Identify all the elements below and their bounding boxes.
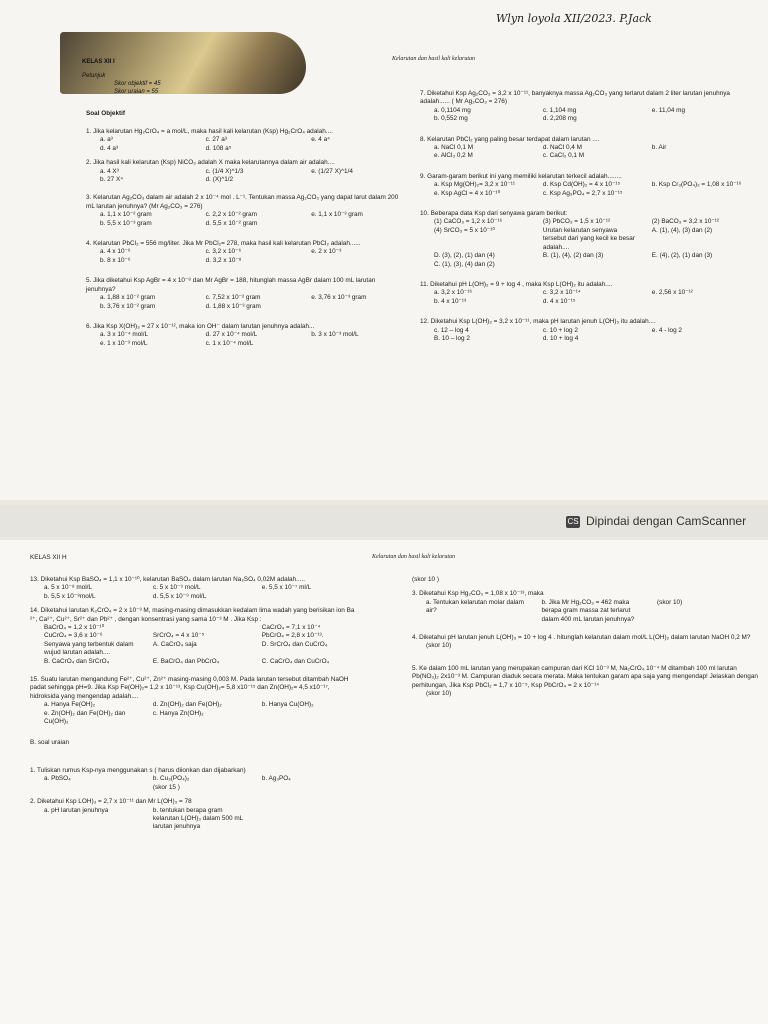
question-text: 5. Ke dalam 100 mL larutan yang merupakan campuran dari KCl 10⁻³ M, Na₂CrO₄ 10⁻⁴ M ditambah 100 ml larutan Pb(NO₃)₂ 2x10⁻³ M. Campuran diaduk secara merata. Maka tentukan garam apa saja yang mengendap! Jelaskan dengan perhitungan, Jika Ksp PbCl₂ = 1,7 x 10⁻⁵, Ksp PbCrO₄ = 2 x 10⁻¹⁴ [412, 664, 758, 689]
answer-option: c. 10 + log 2 [542, 326, 578, 334]
question-text: (skor 10 ) [412, 576, 439, 583]
answer-option: d. 2,208 mg [542, 115, 577, 123]
answer-option: A. CaCrO₄ saja [152, 640, 197, 648]
answer-option: c. Ksp Ag₃PO₄ = 2,7 x 10⁻¹⁵ [542, 189, 623, 197]
answer-option: b. 3,76 x 10⁻² gram [100, 302, 156, 310]
answer-option: a. 1,1 x 10⁻² gram [100, 211, 152, 219]
answer-option: d. Ksp Cd(OH)₂ = 4 x 10⁻¹⁵ [542, 181, 621, 189]
answer-options [30, 624, 360, 666]
question-text: 14. Diketahui larutan K₂CrO₄ = 2 x 10⁻³ M, masing-masing dimasukkan kedalam lima wadah yang berisikan ion Ba ²⁺, Ca²⁺, Cu²⁺, Sr²⁺ dan Pb²⁺ , dengan konsentrasi yang sama 10⁻³ M . Jika Ksp : [30, 607, 355, 623]
answer-option: (skor 10) [657, 598, 683, 606]
answer-option: b. 0,552 mg [434, 115, 468, 123]
answer-option: a. 3 x 10⁻⁴ mol/L [100, 331, 149, 339]
answer-option: e. (1/27 X)^1/4 [311, 167, 353, 175]
answer-options [30, 807, 360, 832]
answer-options [86, 136, 406, 153]
answer-option: c. 27 a³ [205, 136, 227, 144]
question-text: 10. Beberapa data Ksp dari senyawa garam berikut: [420, 210, 568, 218]
answer-option: d. (X)^1/2 [205, 176, 234, 184]
question-text: 15. Suatu larutan mengandung Fe²⁺, Cu²⁺, Zn²⁺ masing-masing 0,003 M. Pada larutan tersebut ditambah NaOH padat sehingga pH=9. Jika Ksp Fe(OH)₂= 1,2 x 10⁻¹³, Ksp Cu(OH)₂= 5,8 x10⁻¹⁵ dan Zn(OH)₂= 4,5 x10⁻¹⁷, hidroksida yang mengendap adalah.... [30, 676, 349, 700]
question-text: 4. Diketahui pH larutan jenuh L(OH)₃ = 10 + log 4 . hitunglah kelarutan dalam mol/L L(OH)₂ dalam larutan NaOH 0,2 M? [412, 634, 751, 642]
answer-option: (1) CaCO₃ = 1,2 x 10⁻¹⁶ [434, 218, 503, 226]
answer-option: a. 3,2 x 10⁻¹⁶ [434, 289, 472, 297]
question-text: 5. Jika diketahui Ksp AgBr = 4 x 10⁻⁸ dan Mr AgBr = 188, hitunglah massa AgBr dalam 100 mL larutan jenuhnya? [86, 277, 376, 293]
skor-objektif: Skor objektif = 45 [114, 81, 161, 87]
answer-option [139, 624, 248, 632]
answer-option: e. 4 - log 2 [651, 326, 682, 334]
answer-options [30, 701, 360, 726]
answer-option: c. 12 – log 4 [434, 326, 469, 334]
question-text: 9. Garam-garam berikut ini yang memiliki kelarutan terkecil adalah........ [420, 172, 622, 180]
answer-option: c. CaCl₂ 0,1 M [542, 152, 585, 160]
answer-option: b. 4 x 10⁻¹³ [434, 297, 467, 305]
answer-option: e. 3,76 x 10⁻³ gram [311, 294, 367, 302]
right-column-2 [412, 570, 762, 698]
answer-option: (4) SrCO₃ = 5 x 10⁻¹⁰ [434, 226, 495, 234]
answer-option: C. CaCrO₄ dan CuCrO₄ [261, 657, 330, 665]
answer-option: E. BaCrO₄ dan PbCrO₄ [152, 657, 220, 665]
answer-option [30, 784, 139, 792]
answer-option: d. 5,5 x 10⁻² gram [205, 219, 258, 227]
answer-options [86, 168, 406, 185]
answer-options [86, 294, 406, 311]
scanned-page-2 [0, 540, 768, 1024]
question-text: 11. Diketahui pH L(OH)₂ = 9 + log 4 , maka Ksp L(OH)₂ itu adalah.... [420, 280, 613, 288]
answer-options [420, 144, 750, 161]
answer-option: d. 5,5 x 10⁻⁹ mol/L [152, 592, 207, 600]
page-header: Kelarutan dan hasil kali kelarutan [392, 56, 475, 62]
answer-option: d. Zn(OH)₂ dan Fe(OH)₂ [152, 701, 222, 709]
answer-option: A. (1), (4), (3) dan (2) [651, 226, 713, 234]
answer-option: B. 10 – log 2 [434, 334, 470, 342]
answer-option: b. Cu₃(PO₄)₂ [152, 775, 190, 783]
answer-options [420, 107, 750, 124]
answer-options [420, 327, 750, 344]
answer-option: PbCrO₄ = 2,8 x 10⁻¹³. [261, 632, 324, 640]
answer-option: b. tentukan berapa gram kelarutan L(OH)₃ dalam 500 mL larutan jenuhnya [152, 806, 243, 831]
answer-option: a. 0,1104 mg [434, 106, 471, 114]
question-text: 7. Diketahui Ksp Ag₂CO₃ = 3,2 x 10⁻¹¹, banyaknya massa Ag₂CO₃ yang terlarut dalam 2 liter larutan jenuhnya adalah...... ( Mr Ag₂CO₃ = 276) [420, 90, 730, 106]
answer-option: (skor 10) [426, 690, 452, 698]
answer-option: d. NaCl 0,4 M [542, 144, 582, 152]
page-header-2: Kelarutan dan hasil kali kelarutan [372, 554, 455, 560]
answer-option: b. Air [651, 144, 667, 152]
answer-option: d. 10 + log 4 [542, 334, 579, 342]
left-column-2 [30, 570, 360, 832]
question-text: 2. Jika hasil kali kelarutan (Ksp) NiCO₃ adalah X maka kelarutannya dalam air adalah.... [86, 159, 335, 167]
answer-option: e. Zn(OH)₂ dan Fe(OH)₂ dan Cu(OH)₂ [44, 709, 126, 726]
answer-option: BaCrO₄ = 1,2 x 10⁻¹⁰ [44, 624, 105, 632]
answer-option: a. Hanya Fe(OH)₂ [44, 701, 96, 709]
class-label-2: KELAS XII H [30, 554, 67, 561]
question-text: 1. Tuliskan rumus Ksp-nya menggunakan s ( harus diionkan dan dijabarkan) [30, 766, 246, 774]
answer-option: b. Hanya Cu(OH)₂ [261, 701, 314, 709]
answer-option: E. (4), (2), (1) dan (3) [651, 252, 713, 260]
answer-option: c. 3,2 x 10⁻⁶ [205, 248, 242, 256]
answer-option: d. 108 a⁵ [205, 144, 232, 152]
answer-option: a. 4 x 10⁻⁶ [100, 248, 131, 256]
answer-option: D. SrCrO₄ dan CuCrO₄ [261, 640, 328, 648]
answer-option: a. pH larutan jenuhnya [44, 806, 109, 814]
petunjuk-label: Petunjuk [82, 73, 106, 79]
answer-option: a. 1,88 x 10⁻² gram [100, 294, 156, 302]
left-column [86, 122, 406, 348]
answer-options [412, 599, 762, 624]
answer-option: e. 4 a⁴ [311, 136, 330, 144]
camscanner-bar [0, 505, 768, 537]
question-text: 3. Kelarutan Ag₂CO₃ dalam air adalah 2 x 10⁻⁴ mol . L⁻¹. Tentukan massa Ag₂CO₃ yang dapat larut dalam 200 mL larutan jenuhnya? (Mr Ag₂CO₃ = 276) [86, 194, 399, 210]
answer-option: e. 11,04 mg [651, 106, 686, 114]
handwritten-name: Wlyn loyola XII/2023. P.Jack [496, 12, 652, 25]
answer-options [420, 289, 750, 306]
answer-options [86, 331, 406, 348]
question-text: B. soal uraian [30, 738, 70, 746]
answer-option: a. PbSO₄ [44, 775, 71, 783]
answer-option: d. 4 x 10⁻¹⁵ [542, 297, 576, 305]
class-label: KELAS XII I [82, 59, 115, 65]
answer-option: d. 27 x 10⁻⁴ mol/L [205, 331, 258, 339]
answer-option: a. 5 x 10⁻⁸ mol/L [44, 584, 92, 592]
answer-option: B. CaCrO₄ dan SrCrO₄ [44, 657, 110, 665]
answer-option: e. 5,5 x 10⁻⁷ ml/L [261, 584, 312, 592]
answer-option: c. 1 x 10⁻⁴ mol/L [205, 339, 254, 347]
answer-option: b. Ksp Cr₃(PO₄)₂ = 1,08 x 10⁻¹⁶ [651, 181, 742, 189]
instruction-box [82, 58, 161, 96]
answer-option: SrCrO₄ = 4 x 10⁻⁵ [152, 632, 205, 640]
answer-option: b. 27 X⁴ [100, 176, 123, 184]
answer-option: c. 3,2 x 10⁻¹⁴ [542, 289, 581, 297]
answer-option: D. (3), (2), (1) dan (4) [434, 252, 495, 260]
answer-options [420, 181, 750, 198]
answer-option: Urutan kelarutan senyawa tersebut dari yang kecil ke besar adalah.... [542, 226, 635, 251]
answer-option: a. 4 X³ [100, 167, 119, 175]
answer-option: a. NaCl 0,1 M [434, 144, 474, 152]
answer-option: CaCrO₄ = 7,1 x 10⁻⁴ [261, 624, 321, 632]
answer-option: e. Ksp AgCl = 4 x 10⁻¹⁰ [434, 189, 501, 197]
answer-option: c. Hanya Zn(OH)₂ [152, 709, 204, 717]
answer-option: CuCrO₄ = 3,6 x 10⁻⁶ [44, 632, 103, 640]
answer-option: (2) BaCO₃ = 3,2 x 10⁻¹² [651, 218, 720, 226]
answer-option: e. 1,1 x 10⁻³ gram [311, 211, 363, 219]
answer-option: C. (1), (3), (4) dan (2) [434, 260, 495, 268]
answer-options [30, 584, 360, 601]
answer-options [86, 248, 406, 265]
answer-option: b. 5,5 x 10⁻³ gram [100, 219, 152, 227]
answer-options [30, 775, 360, 792]
answer-option: a. Ksp Mg(OH)₂= 3,2 x 10⁻¹¹ [434, 181, 515, 189]
answer-option: (3) PbCO₃ = 1,5 x 10⁻¹² [542, 218, 611, 226]
scanned-page-1 [0, 0, 768, 500]
answer-option: Senyawa yang terbentuk dalam wujud larutan adalah.... [44, 640, 134, 657]
right-column [420, 84, 750, 343]
answer-options [420, 218, 750, 268]
question-text: 13. Diketahui Ksp BaSO₄ = 1,1 x 10⁻¹⁰, kelarutan BaSO₄ dalam larutan Na₂SO₄ 0,02M adalah..... [30, 576, 306, 583]
answer-option: d. 1,88 x 10⁻³ gram [205, 302, 261, 310]
answer-option: d. 3,2 x 10⁻⁸ [205, 256, 242, 264]
question-text: 1. Jika kelarutan Hg₂CrO₄ = a mol/L, maka hasil kali kelarutan (Ksp) Hg₂CrO₄ adalah.... [86, 128, 333, 135]
answer-option: e. 2 x 10⁻³ [311, 248, 342, 256]
answer-options [86, 211, 406, 228]
soal-objektif-heading: Soal Objektif [86, 110, 126, 117]
answer-option: b. 3 x 10⁻³ mol/L [311, 331, 359, 339]
answer-option: c. 7,52 x 10⁻² gram [205, 294, 261, 302]
skor-uraian: Skor uraian = 55 [114, 89, 159, 95]
question-text: 4. Kelarutan PbCl₂ = 556 mg/liter. Jika Mr PbCl₂= 278, maka hasil kali kelarutan PbCl₂ adalah...... [86, 240, 361, 248]
question-text: 3. Diketahui Ksp Hg₂CO₃ = 1,08 x 10⁻¹³, maka [412, 590, 544, 598]
question-text: 6. Jika Ksp X(OH)₃ = 27 x 10⁻¹², maka ion OH⁻ dalam larutan jenuhnya adalah... [86, 322, 315, 330]
answer-option: a. Tentukan kelarutan molar dalam air? [426, 598, 524, 615]
camscanner-label: Dipindai dengan CamScanner [586, 514, 747, 528]
answer-option: e. AlCl₃ 0,2 M [434, 152, 473, 160]
answer-option: b. Jika Mr Hg₂CO₃ = 462 maka berapa gram massa zat terlarut dalam 400 mL larutan jenuhnya? [541, 598, 635, 623]
answer-options [412, 690, 762, 698]
question-text: 2. Diketahui Ksp LOH)₃ = 2,7 x 10⁻¹¹ dan Mr L(OH)₃ = 78 [30, 798, 192, 806]
answer-option: (skor 10) [426, 642, 452, 650]
question-text: 12. Diketahui Ksp L(OH)₃ = 3,2 x 10⁻¹¹, maka pH larutan jenuh L(OH)₃ itu adalah.... [420, 318, 656, 326]
answer-option: b. 8 x 10⁻⁶ [100, 256, 131, 264]
answer-option: B. (1), (4), (2) dan (3) [542, 252, 604, 260]
answer-options [412, 642, 762, 650]
answer-option: e. 1 x 10⁻³ mol/L [100, 339, 148, 347]
answer-option: e. 2,56 x 10⁻¹² [651, 289, 693, 297]
answer-option: c. 5 x 10⁻⁹ mol/L [152, 584, 201, 592]
answer-option: d. 4 a³ [100, 144, 119, 152]
answer-option: c. 2,2 x 10⁻² gram [205, 211, 257, 219]
camscanner-icon: CS [567, 517, 579, 526]
answer-option: a. a³ [100, 136, 113, 144]
answer-option: b. Ag₃PO₄ [261, 775, 291, 783]
answer-option: b. 5,5 x 10⁻⁸mol/L [44, 592, 96, 600]
question-text: 8. Kelarutan PbCl₂ yang paling besar terdapat dalam larutan .... [420, 135, 600, 143]
answer-option: c. 1,104 mg [542, 106, 577, 114]
answer-option: c. (1/4 X)^1/3 [205, 167, 244, 175]
answer-option: (skor 15 ) [152, 783, 180, 791]
